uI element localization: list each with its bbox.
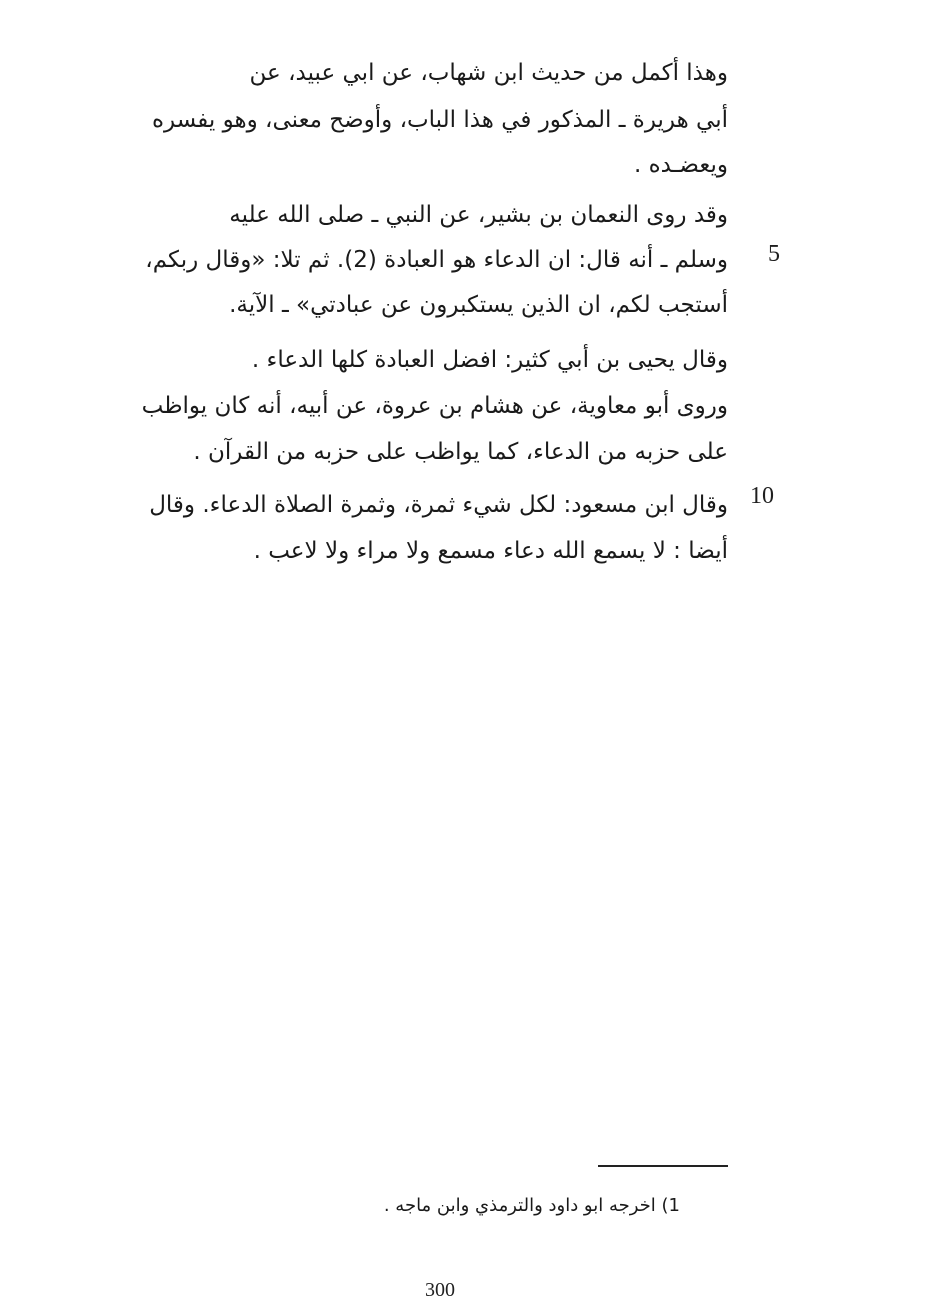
text-line-p3-3: على حزبه من الدعاء، كما يواظب على حزبه من القرآن .: [193, 439, 728, 465]
text-line-p1-2: أبي هريرة ـ المذكور في هذا الباب، وأوضح معنى، وهو يفسره: [152, 107, 728, 133]
text-line-p1-1: وهذا أكمل من حديث ابن شهاب، عن ابي عبيد، عن: [249, 60, 728, 86]
text-line-p3-2: وروى أبو معاوية، عن هشام بن عروة، عن أبيه، أنه كان يواظب: [141, 393, 728, 419]
text-line-p2-1: وقد روى النعمان بن بشير، عن النبي ـ صلى الله عليه: [229, 202, 728, 228]
text-line-p2-2: وسلم ـ أنه قال: ان الدعاء هو العبادة (2). ثم تلا: «وقال ربكم،: [145, 247, 728, 273]
text-line-p3-1: وقال يحيى بن أبي كثير: افضل العبادة كلها الدعاء .: [251, 347, 728, 373]
footnote-rule: [598, 1165, 728, 1167]
text-line-p4-2: أيضا : لا يسمع الله دعاء مسمع ولا مراء ولا لاعب .: [253, 538, 728, 564]
footnote: 1) اخرجه ابو داود والترمذي وابن ماجه .: [383, 1195, 680, 1216]
text-line-p1-3: ويعضـده .: [633, 152, 728, 178]
line-number-10: 10: [750, 483, 774, 509]
text-line-p2-3: أستجب لكم، ان الذين يستكبرون عن عبادتي» ـ الآية.: [229, 292, 728, 318]
page-number: 300: [425, 1279, 455, 1301]
line-number-5: 5: [768, 241, 780, 267]
text-line-p4-1: وقال ابن مسعود: لكل شيء ثمرة، وثمرة الصلاة الدعاء. وقال: [149, 492, 728, 518]
